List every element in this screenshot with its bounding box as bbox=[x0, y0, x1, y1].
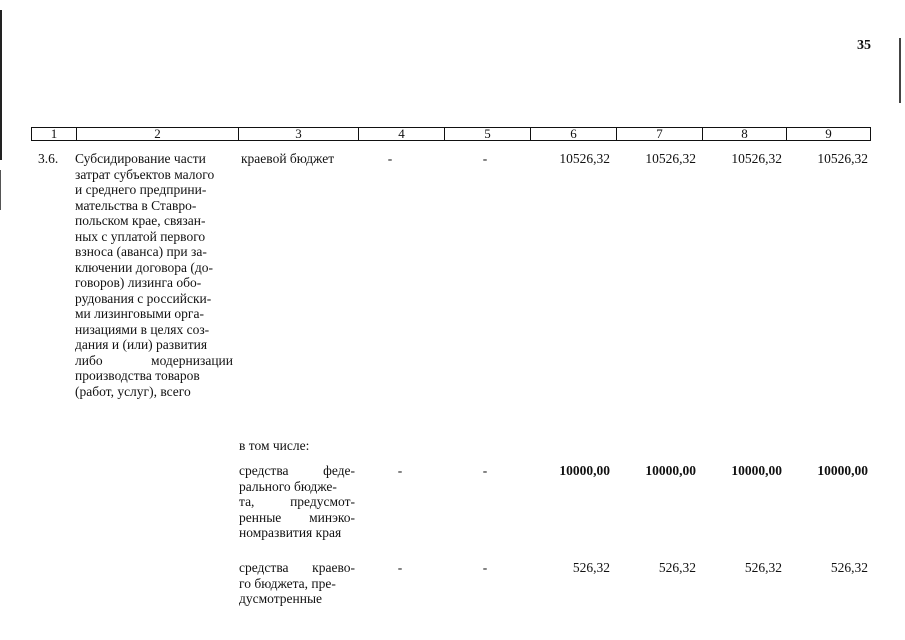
sub2-word: средства bbox=[239, 560, 289, 575]
sub2-col9: 526,32 bbox=[830, 560, 868, 575]
header-col-7: 7 bbox=[616, 127, 702, 141]
sub2-col8: 526,32 bbox=[744, 560, 782, 575]
header-col-8: 8 bbox=[702, 127, 786, 141]
sub1-col7: 10000,00 bbox=[645, 463, 696, 478]
sub1-line: рального бюдже- bbox=[239, 478, 337, 494]
description-line: и среднего предприни- bbox=[75, 182, 207, 197]
sub1-line bbox=[239, 463, 355, 479]
scan-edge-left-lower bbox=[0, 170, 1, 210]
row-col9: 10526,32 bbox=[817, 151, 868, 166]
sub2-word: краево- bbox=[312, 560, 355, 575]
description-line: польском крае, связан- bbox=[75, 213, 206, 228]
sub1-col6: 10000,00 bbox=[559, 463, 610, 478]
row-col5: - bbox=[482, 151, 488, 166]
sub2-col4: - bbox=[397, 560, 403, 575]
page-number: 35 bbox=[857, 38, 871, 53]
sub1-word: феде- bbox=[323, 463, 355, 478]
sub2-line bbox=[239, 560, 355, 576]
description-line: низациями в целях соз- bbox=[75, 321, 210, 337]
description-line bbox=[75, 353, 233, 369]
sub2-col7: 526,32 bbox=[658, 560, 696, 575]
description-line: рудования с российски- bbox=[75, 290, 212, 306]
scan-edge-right bbox=[899, 38, 901, 103]
sub2-line: го бюджета, пре- bbox=[239, 575, 336, 591]
description-line: затрат субъектов малого bbox=[75, 166, 215, 182]
row-col7: 10526,32 bbox=[645, 151, 696, 166]
row-col4: - bbox=[387, 151, 393, 166]
sub1-col9: 10000,00 bbox=[817, 463, 868, 478]
description-line: ключении договора (до- bbox=[75, 259, 214, 275]
sub1-word: предусмот- bbox=[290, 494, 355, 509]
description-line: взноса (аванса) при за- bbox=[75, 244, 207, 259]
description-line: (работ, услуг), всего bbox=[75, 383, 191, 399]
table-header bbox=[31, 127, 871, 141]
sub1-line bbox=[239, 494, 355, 510]
description-line: ных с уплатой первого bbox=[75, 228, 206, 244]
sub1-word: минэко- bbox=[309, 509, 355, 525]
header-col-2: 2 bbox=[76, 127, 238, 141]
sub1-col4: - bbox=[397, 463, 403, 478]
description-line: производства товаров bbox=[75, 368, 200, 383]
row-col6: 10526,32 bbox=[559, 151, 610, 166]
row-description bbox=[75, 151, 233, 399]
scan-edge-left bbox=[0, 10, 2, 160]
header-col-1: 1 bbox=[50, 126, 58, 141]
sub2-col5: - bbox=[482, 560, 488, 575]
row-col8: 10526,32 bbox=[731, 151, 782, 166]
description-word: модернизации bbox=[151, 352, 233, 368]
sub1-word: ренные bbox=[239, 509, 282, 525]
row-number: 3.6. bbox=[38, 151, 59, 166]
sub2-line: дусмотренные bbox=[239, 591, 323, 606]
header-col-5: 5 bbox=[444, 127, 530, 141]
header-col-4: 4 bbox=[358, 127, 444, 141]
header-col-6: 6 bbox=[530, 127, 616, 141]
sub2-col6: 526,32 bbox=[572, 560, 610, 575]
funding-source: краевой бюджет bbox=[241, 151, 335, 166]
description-line: дания и (или) развития bbox=[75, 337, 208, 352]
sub1-word: та, bbox=[239, 494, 255, 509]
sub1-col8: 10000,00 bbox=[731, 463, 782, 478]
header-col-9: 9 bbox=[786, 127, 870, 141]
description-line: мательства в Ставро- bbox=[75, 197, 197, 213]
header-col-3: 3 bbox=[238, 127, 358, 141]
sub1-line bbox=[239, 510, 355, 526]
including-label: в том числе: bbox=[239, 438, 310, 453]
sub2-description bbox=[239, 560, 355, 607]
description-word: либо bbox=[75, 352, 103, 368]
sub1-col5: - bbox=[482, 463, 488, 478]
description-line: говоров) лизинга обо- bbox=[75, 275, 202, 290]
sub1-word: средства bbox=[239, 463, 289, 478]
sub1-description bbox=[239, 463, 355, 541]
sub1-line: номразвития края bbox=[239, 525, 342, 540]
description-line: Субсидирование части bbox=[75, 151, 206, 166]
description-line: ми лизинговыми орга- bbox=[75, 306, 204, 321]
